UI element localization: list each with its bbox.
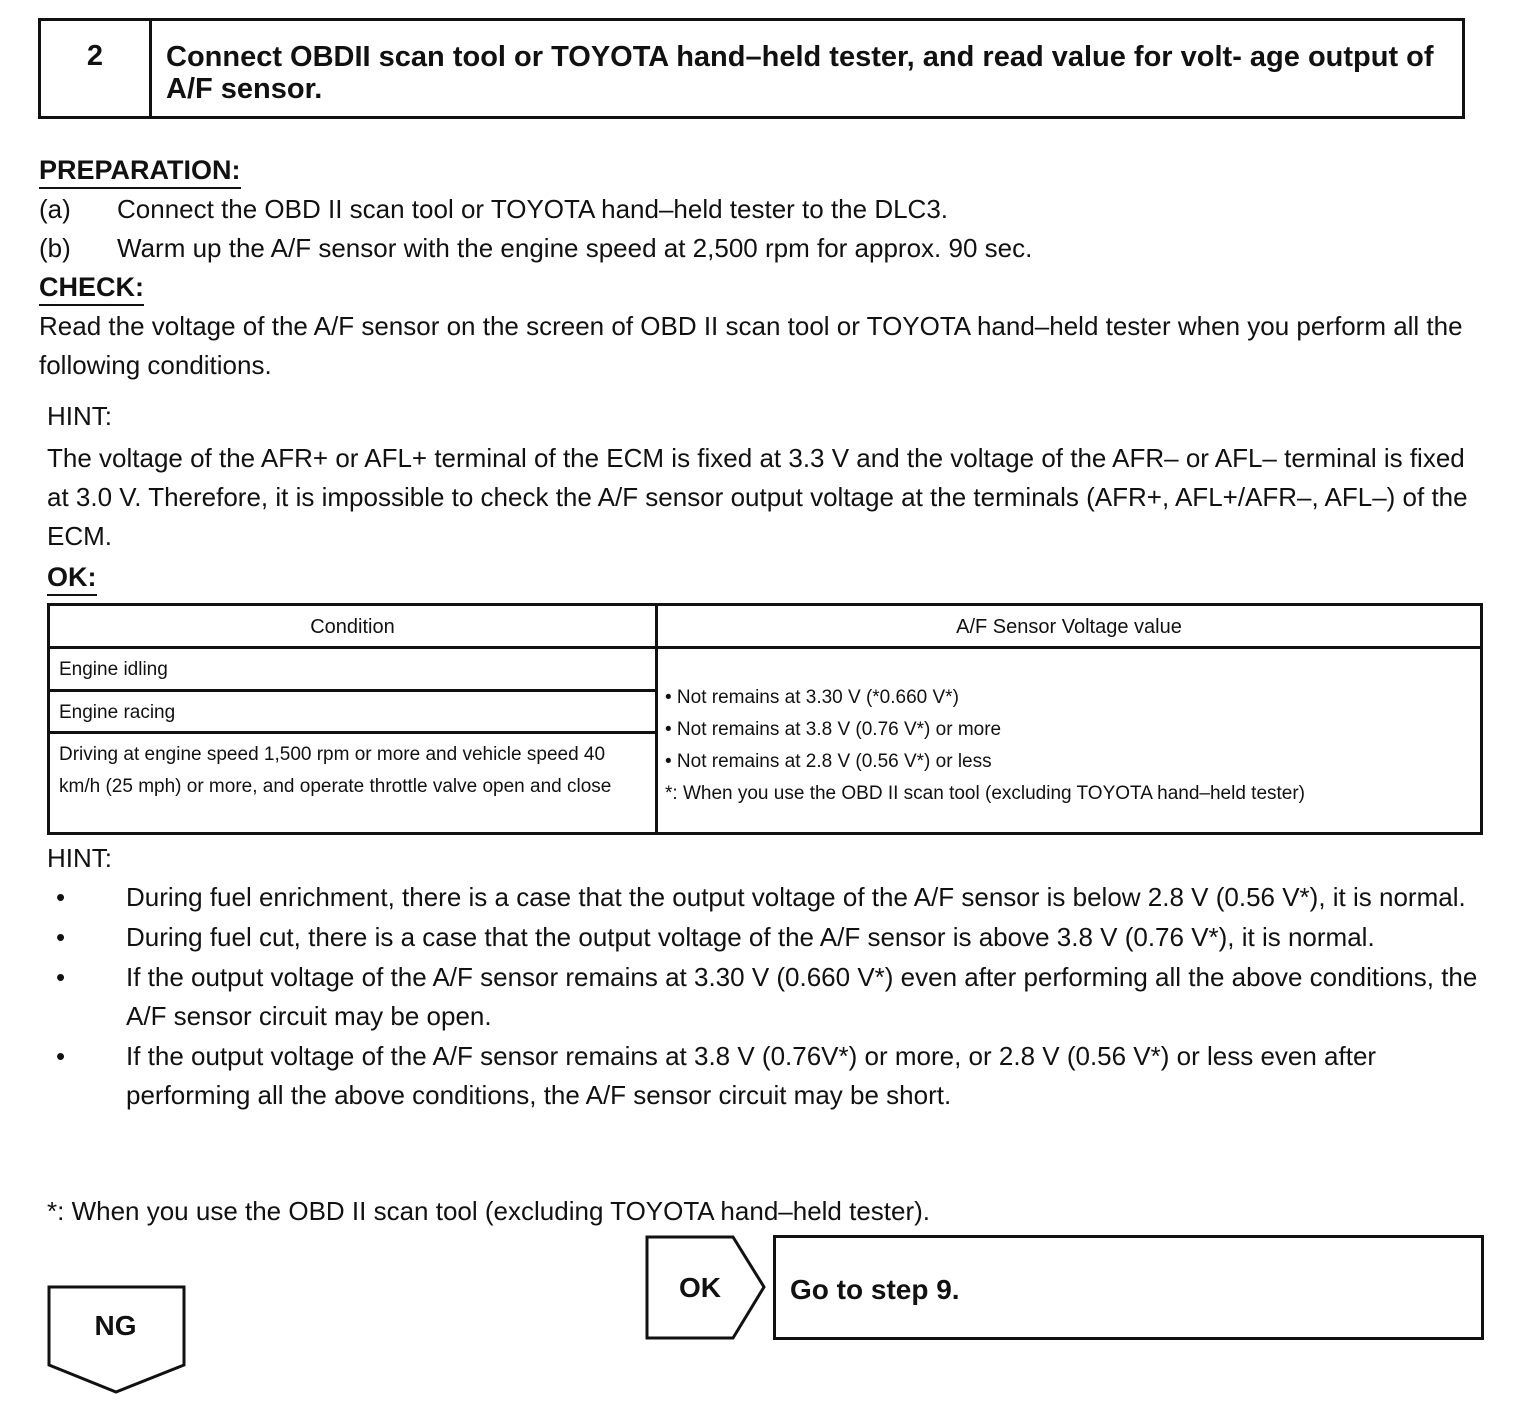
column-divider bbox=[655, 606, 658, 832]
preparation-item bbox=[39, 232, 1032, 264]
voltage-footnote: *: When you use the OBD II scan tool (excluding TOYOTA hand–held tester) bbox=[665, 783, 1306, 804]
preparation-item bbox=[39, 193, 948, 225]
row-divider bbox=[50, 731, 655, 734]
voltage-value: • Not remains at 2.8 V (0.56 V*) or less bbox=[665, 751, 992, 772]
footnote: *: When you use the OBD II scan tool (excluding TOYOTA hand–held tester). bbox=[47, 1196, 931, 1226]
hint-heading: HINT: bbox=[47, 401, 112, 431]
voltage-value: • Not remains at 3.8 V (0.76 V*) or more bbox=[665, 719, 1002, 740]
hint-list bbox=[48, 878, 1488, 1116]
ok-table bbox=[47, 603, 1483, 835]
voltage-value: • Not remains at 3.30 V (*0.660 V*) bbox=[665, 687, 959, 708]
check-heading: CHECK: bbox=[39, 272, 144, 306]
item-text: Connect the OBD II scan tool or TOYOTA hand–held tester to the DLC3. bbox=[117, 194, 949, 224]
ng-result-label: NG bbox=[94, 1310, 137, 1341]
go-to-step-box: Go to step 9. bbox=[773, 1235, 1484, 1340]
table-header-condition: Condition bbox=[310, 616, 395, 638]
check-section bbox=[39, 271, 144, 303]
hint-item-text: If the output voltage of the A/F sensor remains at 3.30 V (0.660 V*) even after performing all the above conditions, the A/F sensor circuit may be open. bbox=[126, 962, 1478, 1031]
check-text: Read the voltage of the A/F sensor on the screen of OBD II scan tool or TOYOTA hand–held tester when you perform all the following conditions. bbox=[39, 311, 1463, 380]
bullet: • bbox=[56, 882, 66, 912]
hint-heading: HINT: bbox=[47, 843, 112, 873]
step-header bbox=[38, 18, 1465, 119]
hint-item-text: During fuel enrichment, there is a case that the output voltage of the A/F sensor is below 2.8 V (0.56 V*), it is normal. bbox=[126, 882, 1466, 912]
list-item bbox=[48, 1037, 1488, 1115]
hint-text: The voltage of the AFR+ or AFL+ terminal of the ECM is fixed at 3.3 V and the voltage of the AFR– or AFL– terminal is fixed at 3.0 V. Therefore, it is impossible to check the A/F sensor output voltage at the terminals (AFR+, AFL+/AFR–, AFL–) of the ECM. bbox=[47, 443, 1468, 551]
item-label: (b) bbox=[39, 233, 71, 263]
list-item bbox=[48, 878, 1488, 917]
ok-result-label: OK bbox=[679, 1272, 721, 1303]
item-text: Warm up the A/F sensor with the engine speed at 2,500 rpm for approx. 90 sec. bbox=[117, 233, 1033, 263]
step-title: Connect OBDII scan tool or TOYOTA hand–held tester, and read value for volt- age output of A/F sensor. bbox=[166, 41, 1434, 105]
list-item bbox=[48, 918, 1488, 957]
bullet: • bbox=[56, 962, 66, 992]
preparation-section bbox=[39, 154, 241, 186]
preparation-heading: PREPARATION: bbox=[39, 155, 241, 189]
condition-cell: Driving at engine speed 1,500 rpm or more and vehicle speed 40 km/h (25 mph) or more, and operate throttle valve open and close bbox=[59, 744, 612, 797]
list-item bbox=[48, 958, 1488, 1036]
hint-item-text: If the output voltage of the A/F sensor remains at 3.8 V (0.76V*) or more, or 2.8 V (0.56 V*) or less even after performing all the above conditions, the A/F sensor circuit may be short. bbox=[126, 1041, 1377, 1110]
header-divider bbox=[50, 646, 1480, 649]
bullet: • bbox=[56, 922, 66, 952]
item-label: (a) bbox=[39, 194, 71, 224]
table-header-voltage: A/F Sensor Voltage value bbox=[956, 616, 1182, 638]
hint-item-text: During fuel cut, there is a case that the output voltage of the A/F sensor is above 3.8 V (0.76 V*), it is normal. bbox=[126, 922, 1375, 952]
condition-cell: Engine racing bbox=[59, 702, 176, 723]
condition-cell: Engine idling bbox=[59, 659, 168, 680]
ok-section bbox=[47, 561, 97, 593]
ok-heading: OK: bbox=[47, 562, 97, 596]
step-number: 2 bbox=[41, 21, 152, 116]
row-divider bbox=[50, 689, 655, 692]
bullet: • bbox=[56, 1041, 66, 1071]
voltage-value-cell bbox=[665, 682, 1475, 810]
